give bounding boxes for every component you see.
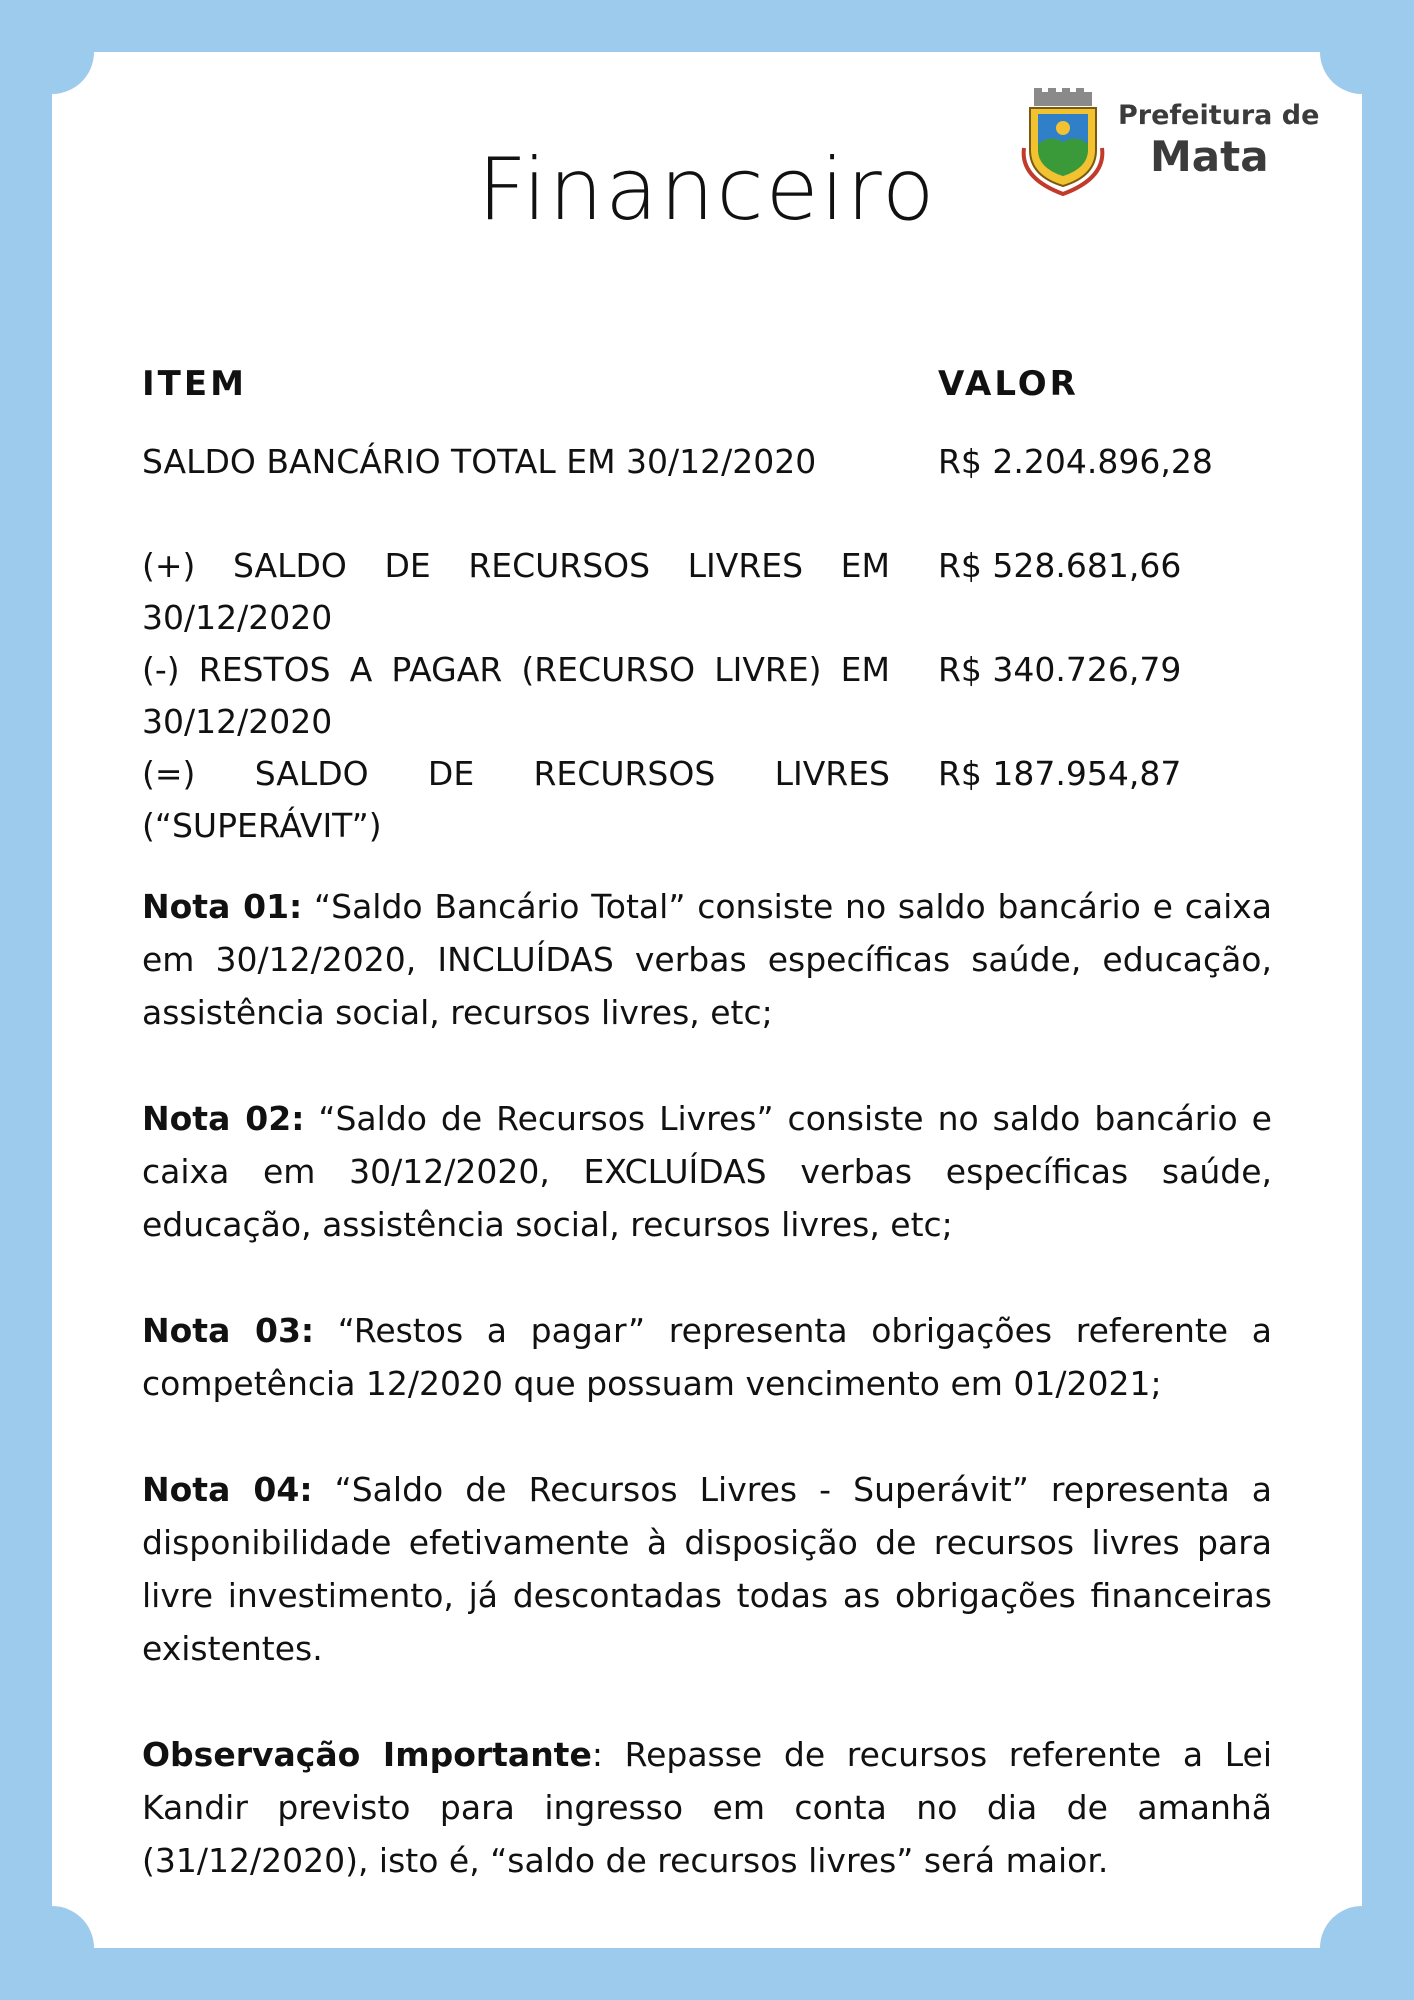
note-text: “Saldo de Recursos Livres” consiste no saldo bancário e caixa em 30/12/2020, EXCLUÍDAS verbas específicas saúde, educação, assistência social, recursos livres, etc; (142, 1099, 1272, 1244)
notes-section (142, 880, 1272, 1940)
note-text: “Restos a pagar” representa obrigações referente a competência 12/2020 que possuam vencimento em 01/2021; (142, 1311, 1272, 1403)
note-label: Nota 02: (142, 1099, 305, 1138)
observation-text: : Repasse de recursos referente a Lei Kandir previsto para ingresso em conta no dia de amanhã (31/12/2020), isto é, “saldo de recursos livres” será maior. (142, 1735, 1272, 1880)
note-paragraph (142, 880, 1272, 1039)
column-header-item: ITEM (142, 364, 247, 404)
page-title: Financeiro (477, 140, 937, 240)
table-row-item: SALDO BANCÁRIO TOTAL EM 30/12/2020 (142, 442, 817, 481)
observation-label: Observação Importante (142, 1735, 592, 1774)
note-paragraph (142, 1304, 1272, 1410)
logo-text-line1: Prefeitura de (1118, 100, 1320, 131)
column-header-value: VALOR (938, 364, 1079, 404)
table-row-item: (+) SALDO DE RECURSOS LIVRES EM 30/12/2020 (142, 546, 890, 637)
note-label: Nota 04: (142, 1470, 313, 1509)
table-row-item: (-) RESTOS A PAGAR (RECURSO LIVRE) EM 30/12/2020 (142, 650, 890, 741)
table-row-value: R$ 187.954,87 (938, 754, 1182, 793)
note-text: “Saldo de Recursos Livres - Superávit” representa a disponibilidade efetivamente à disposição de recursos livres para livre investimento, já descontadas todas as obrigações financeiras existentes. (142, 1470, 1272, 1668)
corner-notch (1320, 10, 1404, 94)
logo-text-line2: Mata (1150, 132, 1269, 181)
prefeitura-logo (1020, 88, 1320, 198)
coat-of-arms-icon (1020, 88, 1106, 196)
important-observation (142, 1728, 1272, 1887)
table-row-item: (=) SALDO DE RECURSOS LIVRES (“SUPERÁVIT”) (142, 754, 890, 845)
note-paragraph (142, 1463, 1272, 1675)
note-text: “Saldo Bancário Total” consiste no saldo bancário e caixa em 30/12/2020, INCLUÍDAS verbas específicas saúde, educação, assistência social, recursos livres, etc; (142, 887, 1272, 1032)
corner-notch (1320, 1906, 1404, 1990)
table-row-value: R$ 340.726,79 (938, 650, 1182, 689)
note-label: Nota 01: (142, 887, 303, 926)
table-row-value: R$ 2.204.896,28 (938, 442, 1213, 481)
note-label: Nota 03: (142, 1311, 315, 1350)
corner-notch (10, 10, 94, 94)
corner-notch (10, 1906, 94, 1990)
note-paragraph (142, 1092, 1272, 1251)
table-row-value: R$ 528.681,66 (938, 546, 1182, 585)
